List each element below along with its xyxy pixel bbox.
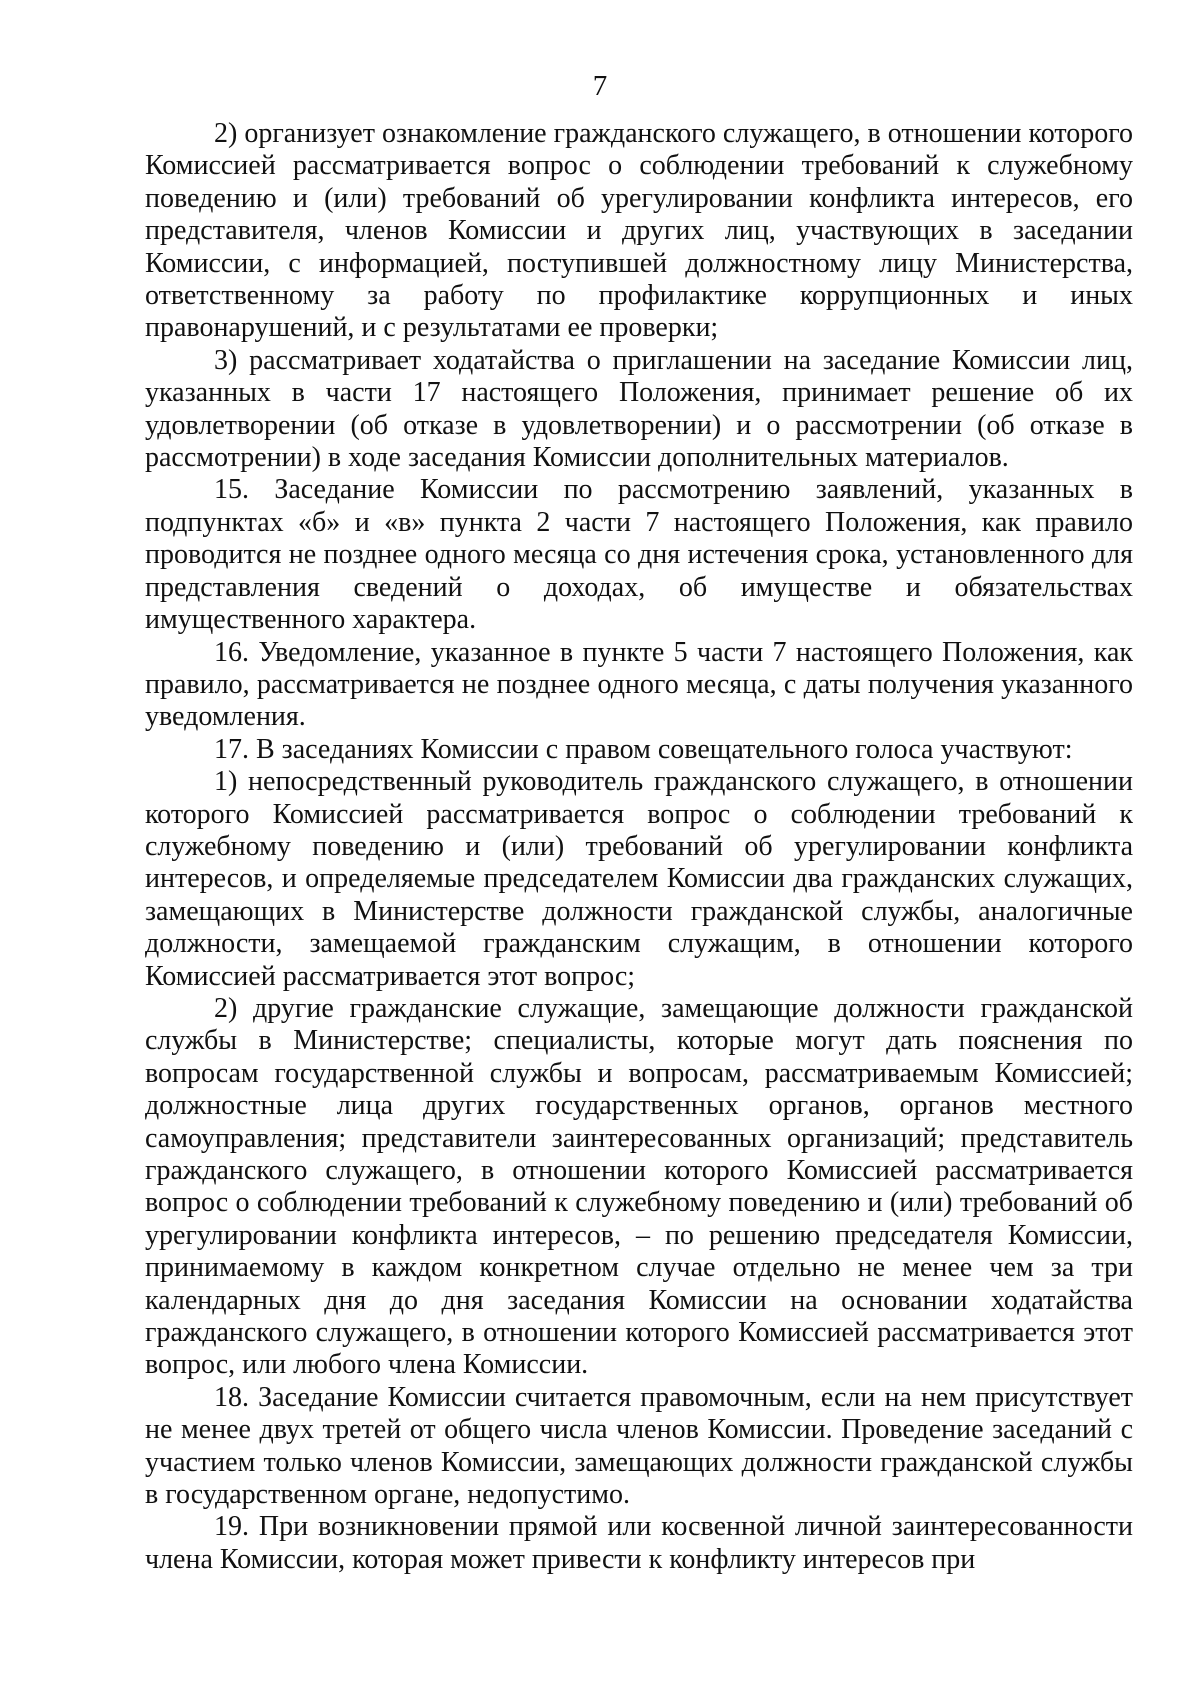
paragraph-section-17: 17. В заседаниях Комиссии с правом совещательного голоса участвуют: [214,733,1073,765]
paragraph-section-17-item-2: 2) другие гражданские служащие, замещающие должности гражданской службы в Министерстве; специалисты, которые могут дать пояснения по вопросам государственной службы и вопросам, рассматриваемым Комиссией; должностные лица других государственных органов, органов местного самоуправления; представители заинтересованных организаций; представитель гражданского служащего, в отношении которого Комиссией рассматривается вопрос о соблюдении требований к служебному поведению и (или) требований об урегулировании конфликта интересов, – по решению председателя Комиссии, принимаемому в каждом конкретном случае отдельно не менее чем за три календарных дня до дня заседания Комиссии на основании ходатайства гражданского служащего, в отношении которого Комиссией рассматривается этот вопрос, или любого члена Комиссии. [145,992,1133,1381]
document-body [145,118,1133,1576]
paragraph-item-3-petitions: 3) рассматривает ходатайства о приглашении на заседание Комиссии лиц, указанных в части 17 настоящего Положения, принимает решение об их удовлетворении (об отказе в удовлетворении) и о рассмотрении (об отказе в рассмотрении) в ходе заседания Комиссии дополнительных материалов. [145,344,1133,474]
paragraph-section-18: 18. Заседание Комиссии считается правомочным, если на нем присутствует не менее двух третей от общего числа членов Комиссии. Проведение заседаний с участием только членов Комиссии, замещающих должности гражданской службы в государственном органе, недопустимо. [145,1381,1133,1511]
paragraph-section-19: 19. При возникновении прямой или косвенной личной заинтересованности члена Комиссии, которая может привести к конфликту интересов при [145,1511,1133,1575]
paragraph-section-17-item-1: 1) непосредственный руководитель гражданского служащего, в отношении которого Комиссией рассматривается вопрос о соблюдении требований к служебному поведению и (или) требований об урегулировании конфликта интересов, и определяемые председателем Комиссии два гражданских служащих, замещающих в Министерстве должности гражданской службы, аналогичные должности, замещаемой гражданским служащим, в отношении которого Комиссией рассматривается этот вопрос; [145,766,1133,992]
paragraph-item-2-familiarization: 2) организует ознакомление гражданского служащего, в отношении которого Комиссией рассматривается вопрос о соблюдении требований к служебному поведению и (или) требований об урегулировании конфликта интересов, его представителя, членов Комиссии и других лиц, участвующих в заседании Комиссии, с информацией, поступившей должностному лицу Министерства, ответственному за работу по профилактике коррупционных и иных правонарушений, и с результатами ее проверки; [145,118,1133,344]
paragraph-section-15: 15. Заседание Комиссии по рассмотрению заявлений, указанных в подпунктах «б» и «в» пункта 2 части 7 настоящего Положения, как правило проводится не позднее одного месяца со дня истечения срока, установленного для представления сведений о доходах, об имуществе и обязательствах имущественного характера. [145,474,1133,636]
paragraph-section-16: 16. Уведомление, указанное в пункте 5 части 7 настоящего Положения, как правило, рассматривается не позднее одного месяца, с даты получения указанного уведомления. [145,636,1133,733]
page-number: 7 [592,70,608,102]
